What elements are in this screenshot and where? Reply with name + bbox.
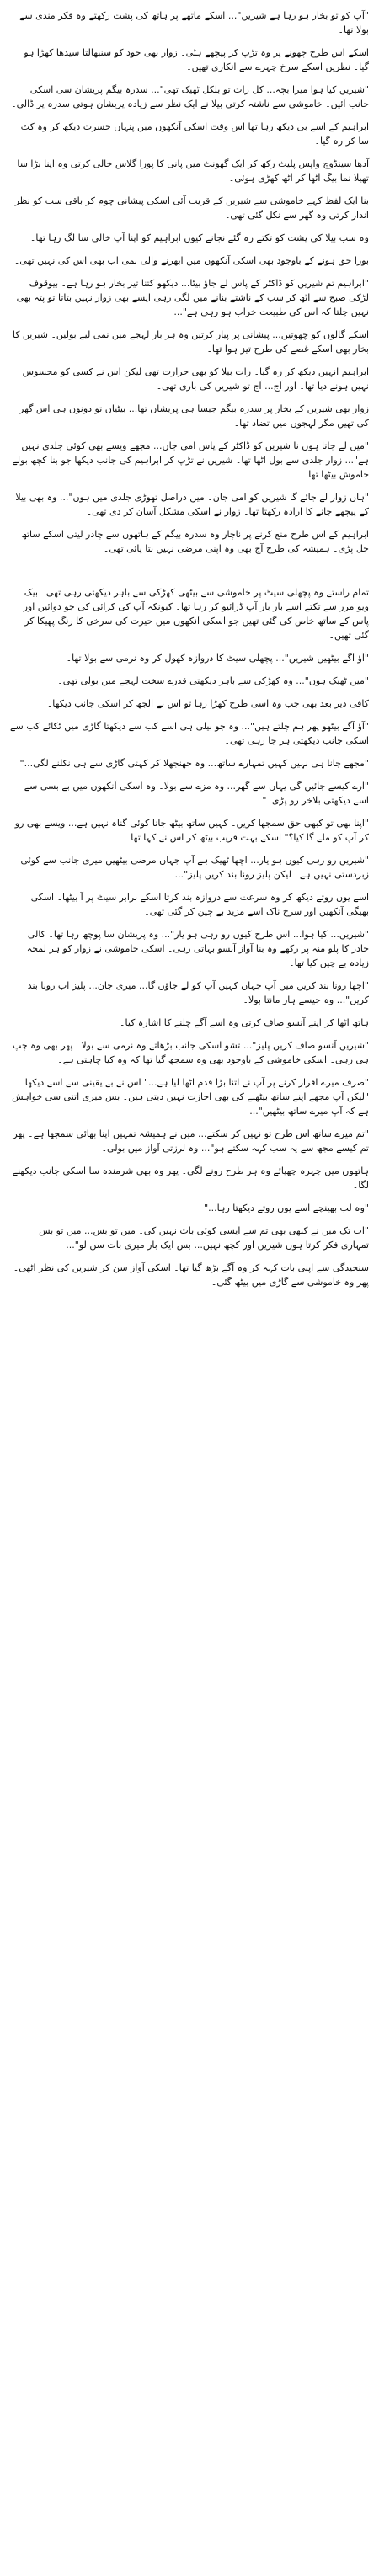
paragraph: ابراہیم انہیں دیکھ کر رہ گیا۔ رات بیلا کو بھی حرارت تھی لیکن اس نے کسی کو محسوس نہیں ہونے دیا تھا۔ اور آج... آج تو شیریں کی باری تھی۔ <box>22 366 369 392</box>
story-section-two <box>10 585 369 2559</box>
paragraph: بورا حق ہونے کے باوجود بھی اسکی آنکھوں میں ابھرنے والی نمی اب بھی اس کی نہیں تھی۔ <box>13 255 369 266</box>
paragraph: بنا ایک لفظ کہے خاموشی سے شیریں کے قریب آئی اسکی پیشانی چوم کر باقی سب کو نظر انداز کرتی وہ گھر سے نکل گئی تھی۔ <box>14 195 369 221</box>
paragraph: "صرف میرے اقرار کرنے پر آپ نے اتنا بڑا قدم اٹھا لیا ہے..." اس نے بے یقینی سے اسے دیکھا۔ "لیکن آپ مجھے اپنے ساتھ بیٹھنے کی بھی اجازت نہیں دیتی ہیں۔ بس میری اتنی سی خواہش ہے کہ آپ میرے ساتھ بیٹھیں"... <box>12 1077 369 1117</box>
page-end-space <box>10 2559 369 2566</box>
paragraph: "شیریں... کیا ہوا... اس طرح کیوں رو رہی ہو یار"... وہ پریشان سا پوچھ رہا تھا۔ کالی چادر کا پلو منہ پر رکھے وہ بنا آواز آنسو بہاتی رہی۔ اسکی خاموشی نے زوار کو ہر لمحہ زیادہ بے چین کیا تھا۔ <box>26 929 369 968</box>
paragraph: آدھا سینڈوچ واپس پلیٹ رکھ کر ایک گھونٹ میں پانی کا پورا گلاس خالی کرتی وہ اپنا بڑا سا تھیلا نما بیگ اٹھا کر اٹھ کھڑی ہوئی۔ <box>17 158 369 184</box>
paragraph: "شیریں کیا ہوا میرا بچہ... کل رات تو بلکل ٹھیک تھی"... سدرہ بیگم پریشان سی اسکی جانب آئیں۔ خاموشی سے ناشتہ کرتی بیلا نے ایک نظر سے زیادہ پریشان ہوتی سدرہ پر ڈالی۔ <box>11 84 369 109</box>
paragraph: "تم میرے ساتھ اس طرح تو نہیں کر سکتے... میں نے ہمیشہ تمہیں اپنا بھائی سمجھا ہے۔ پھر تم کیسے مجھ سے یہ سب کہہ سکتے ہو"... وہ لرزتی آواز میں بولی۔ <box>13 1128 369 1154</box>
paragraph: "شیریں رو رہی کیوں ہو یار... اچھا ٹھیک ہے آپ جہاں مرضی بیٹھیں میری جانب سے کوئی زبردستی نہیں ہے۔ لیکن پلیز رونا بند کریں پلیز"... <box>20 855 369 880</box>
paragraph: "اب تک میں نے کبھی بھی تم سے ایسی کوئی بات نہیں کی۔ میں تو بس... میں تو بس تمہاری فکر کرتا ہوں شیریں اور کچھ نہیں... بس ایک بار میری بات سن لو"... <box>39 1225 369 1251</box>
paragraph: اسے یوں روتے دیکھ کر وہ سرعت سے دروازہ بند کرتا اسکے برابر سیٹ پر آ بیٹھا۔ اسکی بھیگی آنکھیں اور سرخ ناک اسے مزید بے چین کر گئی تھی۔ <box>30 892 369 917</box>
paragraph: وہ سب بیلا کی پشت کو تکتے رہ گئے نجانے کیوں ابراہیم کو اپنا آپ خالی سا لگ رہا تھا۔ <box>29 232 369 243</box>
story-section-one <box>10 8 369 564</box>
paragraph: "اچھا رونا بند کریں میں آپ جہاں کہیں آپ کو لے جاؤں گا... میری جان... پلیز اب رونا بند کریں"... وہ جیسے ہار مانتا بولا۔ <box>27 980 369 1005</box>
paragraph: "اپنا بھی تو کبھی حق سمجھا کریں۔ کہیں ساتھ بیٹھ جانا کوئی گناہ نہیں ہے... ویسے بھی رو کر آپ کو ملے گا کیا؟" اسکے بہت قریب بیٹھ کر اس نے کہا تھا۔ <box>14 818 369 843</box>
paragraph: ہاتھوں میں چہرہ چھپائے وہ ہر طرح رونے لگی۔ پھر وہ بھی شرمندہ سا اسکی جانب دیکھنے لگا۔ <box>12 1165 369 1191</box>
paragraph: "ہاں زوار لے جائے گا شیریں کو امی جان۔ میں دراصل تھوڑی جلدی میں ہوں"... وہ بھی بیلا کے پیچھے جانے کا ارادہ رکھتا تھا۔ زوار نے اسکی مشکل آسان کر دی تھی۔ <box>15 492 369 517</box>
paragraph: "وہ لب بھینچے اسے یوں روتے دیکھتا رہا..." <box>204 1203 369 1213</box>
paragraph: "ارے کیسے جائیں گی یہاں سے گھر... وہ مزے سے بولا۔ وہ اسکی آنکھوں میں بے بسی سے اسے دیکھتی بلاخر رو پڑی۔" <box>24 781 369 806</box>
paragraph: ابراہیم کے اس طرح منع کرنے پر ناچار وہ سدرہ بیگم کے ہاتھوں سے چادر لیتی اسکے ساتھ چل پڑی۔ ہمیشہ کی طرح آج بھی وہ اپنی مرضی نہیں بتا پائی تھی۔ <box>21 529 369 554</box>
paragraph: "شیریں آنسو صاف کریں پلیز"... تشو اسکی جانب بڑھاتے وہ نرمی سے بولا۔ پھر بھی وہ چپ ہی رہی۔ اسکی خاموشی کے باوجود بھی وہ سمجھ گیا تھا کہ وہ کیا چاہتی ہے۔ <box>13 1040 369 1065</box>
paragraph: ہاتھ اٹھا کر اپنے آنسو صاف کرتی وہ اسے آگے چلنے کا اشارہ کیا۔ <box>120 1017 369 1028</box>
paragraph: کافی دیر بعد بھی جب وہ اسی طرح کھڑا رہا تو اس نے الجھ کر اسکی جانب دیکھا۔ <box>46 698 369 709</box>
paragraph: "ابراہیم تم شیریں کو ڈاکٹر کے پاس لے جاؤ بیٹا... دیکھو کتنا تیز بخار ہو رہا ہے۔ بیوقوف لڑکی صبح سے اٹھ کر سب کے ناشتے بنانے میں لگی رہی ایسے بھی زوار نہیں بتاتا تو پتہ بھی نہیں چلتا کہ اس کی طبیعت خراب ہو رہی ہے"... <box>16 278 369 317</box>
paragraph: "آؤ آگے بیٹھو پھر ہم چلتے ہیں"... وہ جو بیلی ہی اسے کب سے دیکھتا گاڑی میں ٹکائے کب سے اسکی جانب دیکھتی ہر جا رہی تھی۔ <box>10 721 369 746</box>
paragraph: ابراہیم کے اسے بی دیکھ رہا تھا اس وقت اسکی آنکھوں میں پنہاں حسرت دیکھ کر وہ کٹ سا کر رہ گیا۔ <box>20 121 369 147</box>
paragraph: تمام راستے وہ پچھلی سیٹ پر خاموشی سے بیٹھی کھڑکی سے باہر دیکھتی رہی تھی۔ بیک ویو مرر سے تکتے اسے بار بار آپ ڈرائیو کر رہا تھا۔ کیونکہ آپ کی کرائی کی جو دوائیں اور پاس کے ساتھ خاص کی گئی تھیں جو اسکی آنکھوں میں حیرت کی سرخی کا رنگ پھیکا کر گئی تھیں۔ <box>23 587 369 641</box>
paragraph: زوار بھی شیریں کے بخار پر سدرہ بیگم جیسا ہی پریشان تھا... بیٹیاں تو دونوں ہی اس گھر کی تھیں مگر لہجوں میں تضاد تھا۔ <box>19 403 369 429</box>
paragraph: "میں ٹھیک ہوں"... وہ کھڑکی سے باہر دیکھتی قدرے سخت لہجے میں بولی تھی۔ <box>57 675 369 686</box>
paragraph: "میں لے جاتا ہوں نا شیریں کو ڈاکٹر کے پاس امی جان... مجھے ویسے بھی کوئی جلدی نہیں ہے"... زوار جلدی سے بول اٹھا تھا۔ شیریں نے تڑپ کر ابراہیم کی جانب دیکھا جو بنا کچھ بولے خاموش بیٹھا تھا۔ <box>12 440 369 480</box>
paragraph: "آپ کو تو بخار ہو رہا ہے شیریں"... اسکے ماتھے پر ہاتھ کی پشت رکھتے وہ فکر مندی سے بولا تھا۔ <box>19 10 369 35</box>
paragraph: "آؤ آگے بیٹھیں شیریں"... پچھلی سیٹ کا دروازہ کھول کر وہ نرمی سے بولا تھا۔ <box>66 653 369 664</box>
paragraph: "مجھے جانا ہی نہیں کہیں تمہارے ساتھ... وہ جھنجھلا کر کہتی گاڑی سے ہی نکلنے لگی..." <box>19 758 369 769</box>
paragraph: اسکے گالوں کو چھوتیں... پیشانی پر پیار کرتیں وہ ہر بار لہجے میں نمی لیے بولیں۔ شیریں کا بخار بھی اسکے غصے کی طرح تیز ہوا تھا۔ <box>12 329 369 355</box>
paragraph: اسکے اس طرح چھونے پر وہ تڑپ کر پیچھے ہٹی۔ زوار بھی خود کو سنبھالتا سیدھا کھڑا ہو گیا۔ نظریں اسکے سرخ چہرے سے انکاری تھیں۔ <box>24 47 369 72</box>
paragraph: سنجیدگی سے اپنی بات کہہ کر وہ آگے بڑھ گیا تھا۔ اسکی آواز سن کر شیریں کی نظر اٹھی۔ پھر وہ خاموشی سے گاڑی میں بیٹھ گئی۔ <box>13 1262 369 1288</box>
